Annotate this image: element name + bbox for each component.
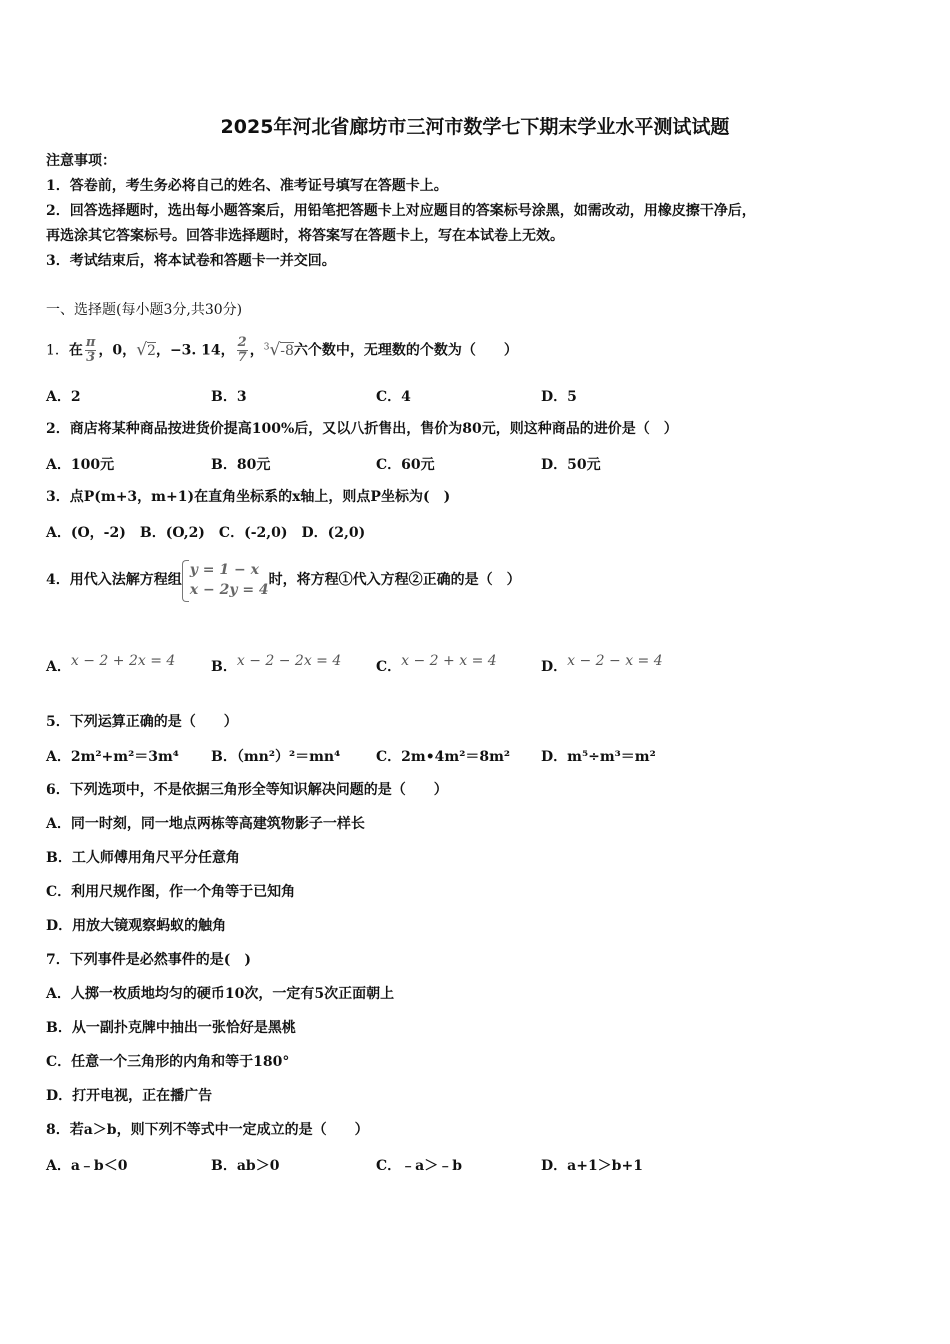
option-c: C．﹣a＞﹣b <box>376 1158 463 1174</box>
question-2-options <box>46 454 601 474</box>
option-c: C．4 <box>376 389 411 405</box>
question-5: 5．下列运算正确的是（ ） <box>46 714 238 730</box>
sqrt-2: √2 <box>136 339 156 360</box>
option-b: B．3 <box>211 389 247 405</box>
section-heading: 一、选择题(每小题3分,共30分) <box>46 302 243 318</box>
brace-icon <box>182 560 189 602</box>
note-item: 1．答卷前，考生务必将自己的姓名、准考证号填写在答题卡上。 <box>46 178 448 194</box>
question-4: 4．用代入法解方程组 y = 1 − x x − 2y = 4 时，将方程①代入方程②正确的是（ ） <box>46 560 521 600</box>
option-d: D．50元 <box>541 457 601 473</box>
option-a: A．x − 2 + 2x = 4 <box>46 653 176 675</box>
option-c: C．x − 2 + x = 4 <box>376 653 497 675</box>
option-d: D．m⁵÷m³＝m² <box>541 749 656 765</box>
option-d: D．a+1＞b+1 <box>541 1158 643 1174</box>
question-1-options <box>46 386 577 406</box>
fraction-pi-3: $\frac{\pi}{3}$ <box>85 335 96 366</box>
option-b: B．工人师傅用角尺平分任意角 <box>46 850 240 866</box>
option-c: C．任意一个三角形的内角和等于180° <box>46 1054 290 1070</box>
option-d: D．打开电视，正在播广告 <box>46 1088 213 1104</box>
option-b: B．ab＞0 <box>211 1158 280 1174</box>
cube-root-neg-8: $^3$√-8 <box>263 339 294 360</box>
option-c: C．2m•4m²＝8m² <box>376 749 511 765</box>
option-b: B．80元 <box>211 457 271 473</box>
option-b: B．从一副扑克牌中抽出一张恰好是黑桃 <box>46 1020 296 1036</box>
question-3: 3．点P(m+3，m+1)在直角坐标系的x轴上，则点P坐标为( ) <box>46 489 451 505</box>
fraction-2-7: $\frac{2}{7}$ <box>237 335 247 366</box>
notes-heading: 注意事项： <box>46 153 116 169</box>
question-number: 1． <box>46 342 69 359</box>
page-title: 2025年河北省廊坊市三河市数学七下期末学业水平测试试题 <box>220 116 730 138</box>
option-c: C．利用尺规作图，作一个角等于已知角 <box>46 884 296 900</box>
note-item: 3．考试结束后，将本试卷和答题卡一并交回。 <box>46 253 336 269</box>
question-8-options <box>46 1155 643 1175</box>
option-a: A．100元 <box>46 457 115 473</box>
question-2: 2．商店将某种商品按进货价提高100%后，又以八折售出，售价为80元，则这种商品的进价是（ ） <box>46 421 678 437</box>
question-5-options <box>46 746 656 766</box>
option-d: D．5 <box>541 389 577 405</box>
question-8: 8．若a＞b，则下列不等式中一定成立的是（ ） <box>46 1122 369 1138</box>
option-d: D．x − 2 − x = 4 <box>541 653 663 675</box>
option-a: A．同一时刻，同一地点两栋等高建筑物影子一样长 <box>46 816 365 832</box>
question-4-options <box>46 653 663 676</box>
note-item: 2．回答选择题时，选出每小题答案后，用铅笔把答题卡上对应题目的答案标号涂黑，如需改动，用橡皮擦干净后， <box>46 203 756 219</box>
option-a: A．2 <box>46 389 81 405</box>
question-6: 6．下列选项中，不是依据三角形全等知识解决问题的是（ ） <box>46 782 448 798</box>
option-a: A．a﹣b＜0 <box>46 1158 128 1174</box>
option-a: A．人掷一枚质地均匀的硬币10次，一定有5次正面朝上 <box>46 986 395 1002</box>
question-1: 1．在 $\frac{\pi}{3}$ ，0，√2，−3. 14， $\frac{2}{7}$ ，$^3$√-8六个数中，无理数的个数为（ ） <box>46 335 518 366</box>
option-c: C．60元 <box>376 457 435 473</box>
option-b: B．（mn²）²＝mn⁴ <box>211 749 341 765</box>
option-d: D．用放大镜观察蚂蚁的触角 <box>46 918 227 934</box>
option-a: A．2m²+m²＝3m⁴ <box>46 749 179 765</box>
note-item: 再选涂其它答案标号。回答非选择题时，将答案写在答题卡上，写在本试卷上无效。 <box>46 228 564 244</box>
equation-system: y = 1 − x x − 2y = 4 <box>182 560 269 600</box>
option-b: B．x − 2 − 2x = 4 <box>211 653 342 675</box>
question-7: 7．下列事件是必然事件的是( ) <box>46 952 251 968</box>
question-3-options: A．(O，-2) B．(O,2) C．(-2,0) D．(2,0) <box>46 525 366 541</box>
